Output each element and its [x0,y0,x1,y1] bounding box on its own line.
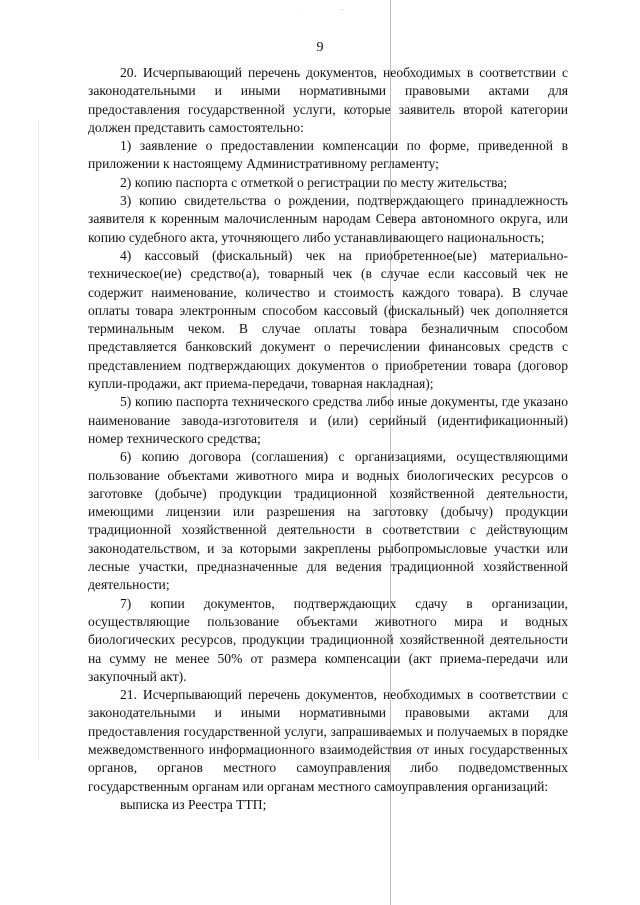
paragraph-20: 20. Исчерпывающий перечень документов, необходимых в соответствии с законодательными и иными нормативными правовыми актами для предоставления государственной услуги, которые заявитель второй категории должен представить самостоятельно: [88,65,568,135]
scan-artifact [265,4,375,18]
list-item-3: 3) копию свидетельства о рождении, подтверждающего принадлежность заявителя к коренным малочисленным народам Севера автономного округа, или копию судебного акта, уточняющего либо устанавливающего национальность; [88,193,568,245]
list-item-6: 6) копию договора (соглашения) с организациями, осуществляющими пользование объектами животного мира и водных биологических ресурсов о заготовке (добыче) продукции традиционной хозяйственной деятельности, имеющими лицензии или разрешения на заготовку (добычу) продукции традиционной хозяйственной деятельности в соответствии с действующим законодательством, и за которыми закреплены рыбопромысловые участки или лесные участки, предназначенные для ведения традиционной хозяйственной деятельности; [88,449,568,593]
list-item-1: 1) заявление о предоставлении компенсации по форме, приведенной в приложении к настоящему Административному регламенту; [88,138,568,172]
list-item-4: 4) кассовый (фискальный) чек на приобретенное(ые) материально-техническое(ие) средство(а), товарный чек (в случае если кассовый чек не содержит наименование, количество и стоимость каждого товара). В случае оплаты товара электронным способом кассовый (фискальный) чек дополняется терминальным чеком. В случае оплаты товара безналичным способом представляется банковский документ о перечислении финансовых средств с представлением подтверждающих документов о приобретении товара (договор купли-продажи, акт приема-передачи, товарная накладная); [88,247,568,392]
list-item-5: 5) копию паспорта технического средства либо иные документы, где указано наименование завода-изготовителя и (или) серийный (идентификационный) номер технического средства; [88,394,568,446]
scan-edge-line [38,120,39,760]
document-body [88,64,568,814]
list-item-2: 2) копию паспорта с отметкой о регистрации по месту жительства; [120,174,508,190]
page-number: 9 [316,40,324,55]
list-item-7: 7) копии документов, подтверждающих сдачу в организации, осуществляющие пользование объектами животного мира и водных биологических ресурсов, продукции традиционной хозяйственной деятельности на сумму не менее 50% от размера компенсации (акт приема-передачи или закупочный акт). [88,595,568,684]
paragraph-21: 21. Исчерпывающий перечень документов, необходимых в соответствии с законодательными и иными нормативными правовыми актами для предоставления государственной услуги, запрашиваемых и получаемых в порядке межведомственного информационного взаимодействия от иных государственных органов, органов местного самоуправления либо подведомственных государственным органам или органам местного самоуправления организаций: [88,687,568,794]
list-item-registry: выписка из Реестра ТТП; [120,796,267,812]
